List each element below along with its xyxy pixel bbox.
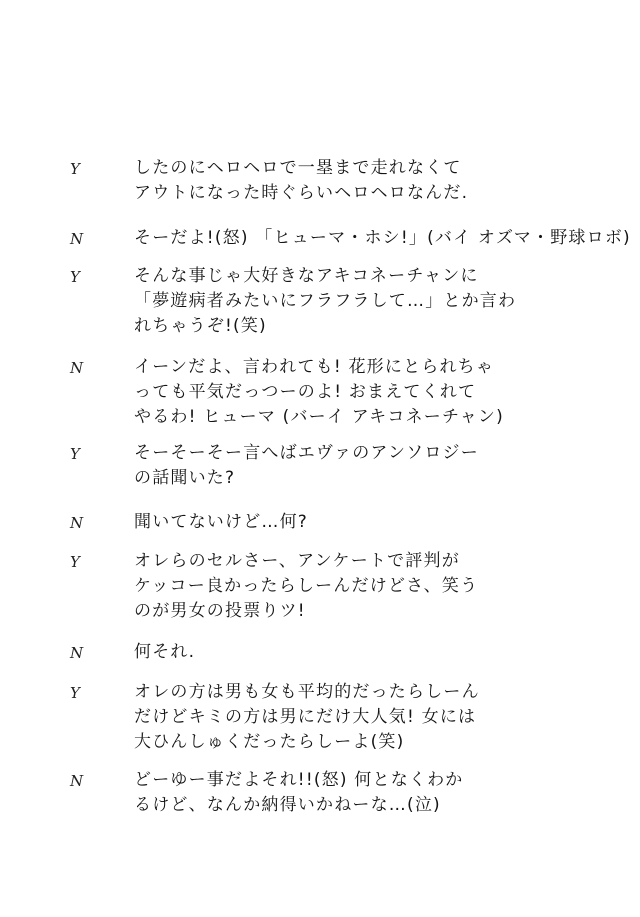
speaker-initial: Y (70, 445, 80, 463)
speaker-initial: N (70, 644, 84, 662)
dialogue-text (134, 441, 604, 491)
speaker-initial: N (70, 359, 84, 377)
dialogue-line: 大ひんしゅくだったらしーよ(笑) (134, 732, 405, 752)
dialogue-line: 「夢遊病者みたいにフラフラして…」とか言わ (134, 291, 517, 311)
dialogue-text (134, 226, 631, 251)
dialogue-line: したのにヘロヘロで一塁まで走れなくて (134, 158, 462, 178)
dialogue-text (134, 510, 604, 535)
dialogue-line: アウトになった時ぐらいヘロヘロなんだ. (134, 183, 469, 203)
dialogue-text (134, 264, 604, 339)
speaker-initial: Y (70, 160, 80, 178)
dialogue-line: イーンだよ、言われても! 花形にとられちゃ (134, 357, 495, 377)
speaker-initial: Y (70, 684, 80, 702)
dialogue-line: そーだよ!(怒) 「ヒューマ・ホシ!」(バイ オズマ・野球ロボ) (134, 228, 631, 248)
dialogue-line: っても平気だっつーのよ! おまえてくれて (134, 382, 477, 402)
speaker-initial: N (70, 230, 84, 248)
dialogue-text (134, 640, 604, 665)
dialogue-line: るけど、なんか納得いかねーな…(泣) (134, 795, 441, 815)
dialogue-line: オレらのセルさー、アンケートで評判が (134, 551, 460, 571)
dialogue-text (134, 768, 604, 818)
dialogue-line: そーそーそー言へばエヴァのアンソロジー (134, 443, 479, 463)
dialogue-line: ケッコー良かったらしーんだけどさ、笑う (134, 576, 479, 596)
dialogue-line: どーゆー事だよそれ!!(怒) 何となくわか (134, 770, 464, 790)
dialogue-text (134, 156, 604, 206)
dialogue-line: の話聞いた? (134, 468, 236, 488)
dialogue-line: そんな事じゃ大好きなアキコネーチャンに (134, 266, 479, 286)
speaker-initial: N (70, 772, 84, 790)
dialogue-text (134, 680, 604, 755)
speaker-initial: N (70, 514, 84, 532)
dialogue-text (134, 355, 604, 430)
dialogue-line: のが男女の投票りツ! (134, 601, 306, 621)
dialogue-line: れちゃうぞ!(笑) (134, 316, 267, 336)
dialogue-line: やるわ! ヒューマ (バーイ アキコネーチャン) (134, 407, 504, 427)
speaker-initial: Y (70, 553, 80, 571)
dialogue-text (134, 549, 604, 624)
dialogue-line: オレの方は男も女も平均的だったらしーん (134, 682, 480, 702)
dialogue-line: 何それ. (134, 642, 196, 662)
speaker-initial: Y (70, 268, 80, 286)
dialogue-line: 聞いてないけど…何? (134, 512, 309, 532)
dialogue-line: だけどキミの方は男にだけ大人気! 女には (134, 707, 477, 727)
